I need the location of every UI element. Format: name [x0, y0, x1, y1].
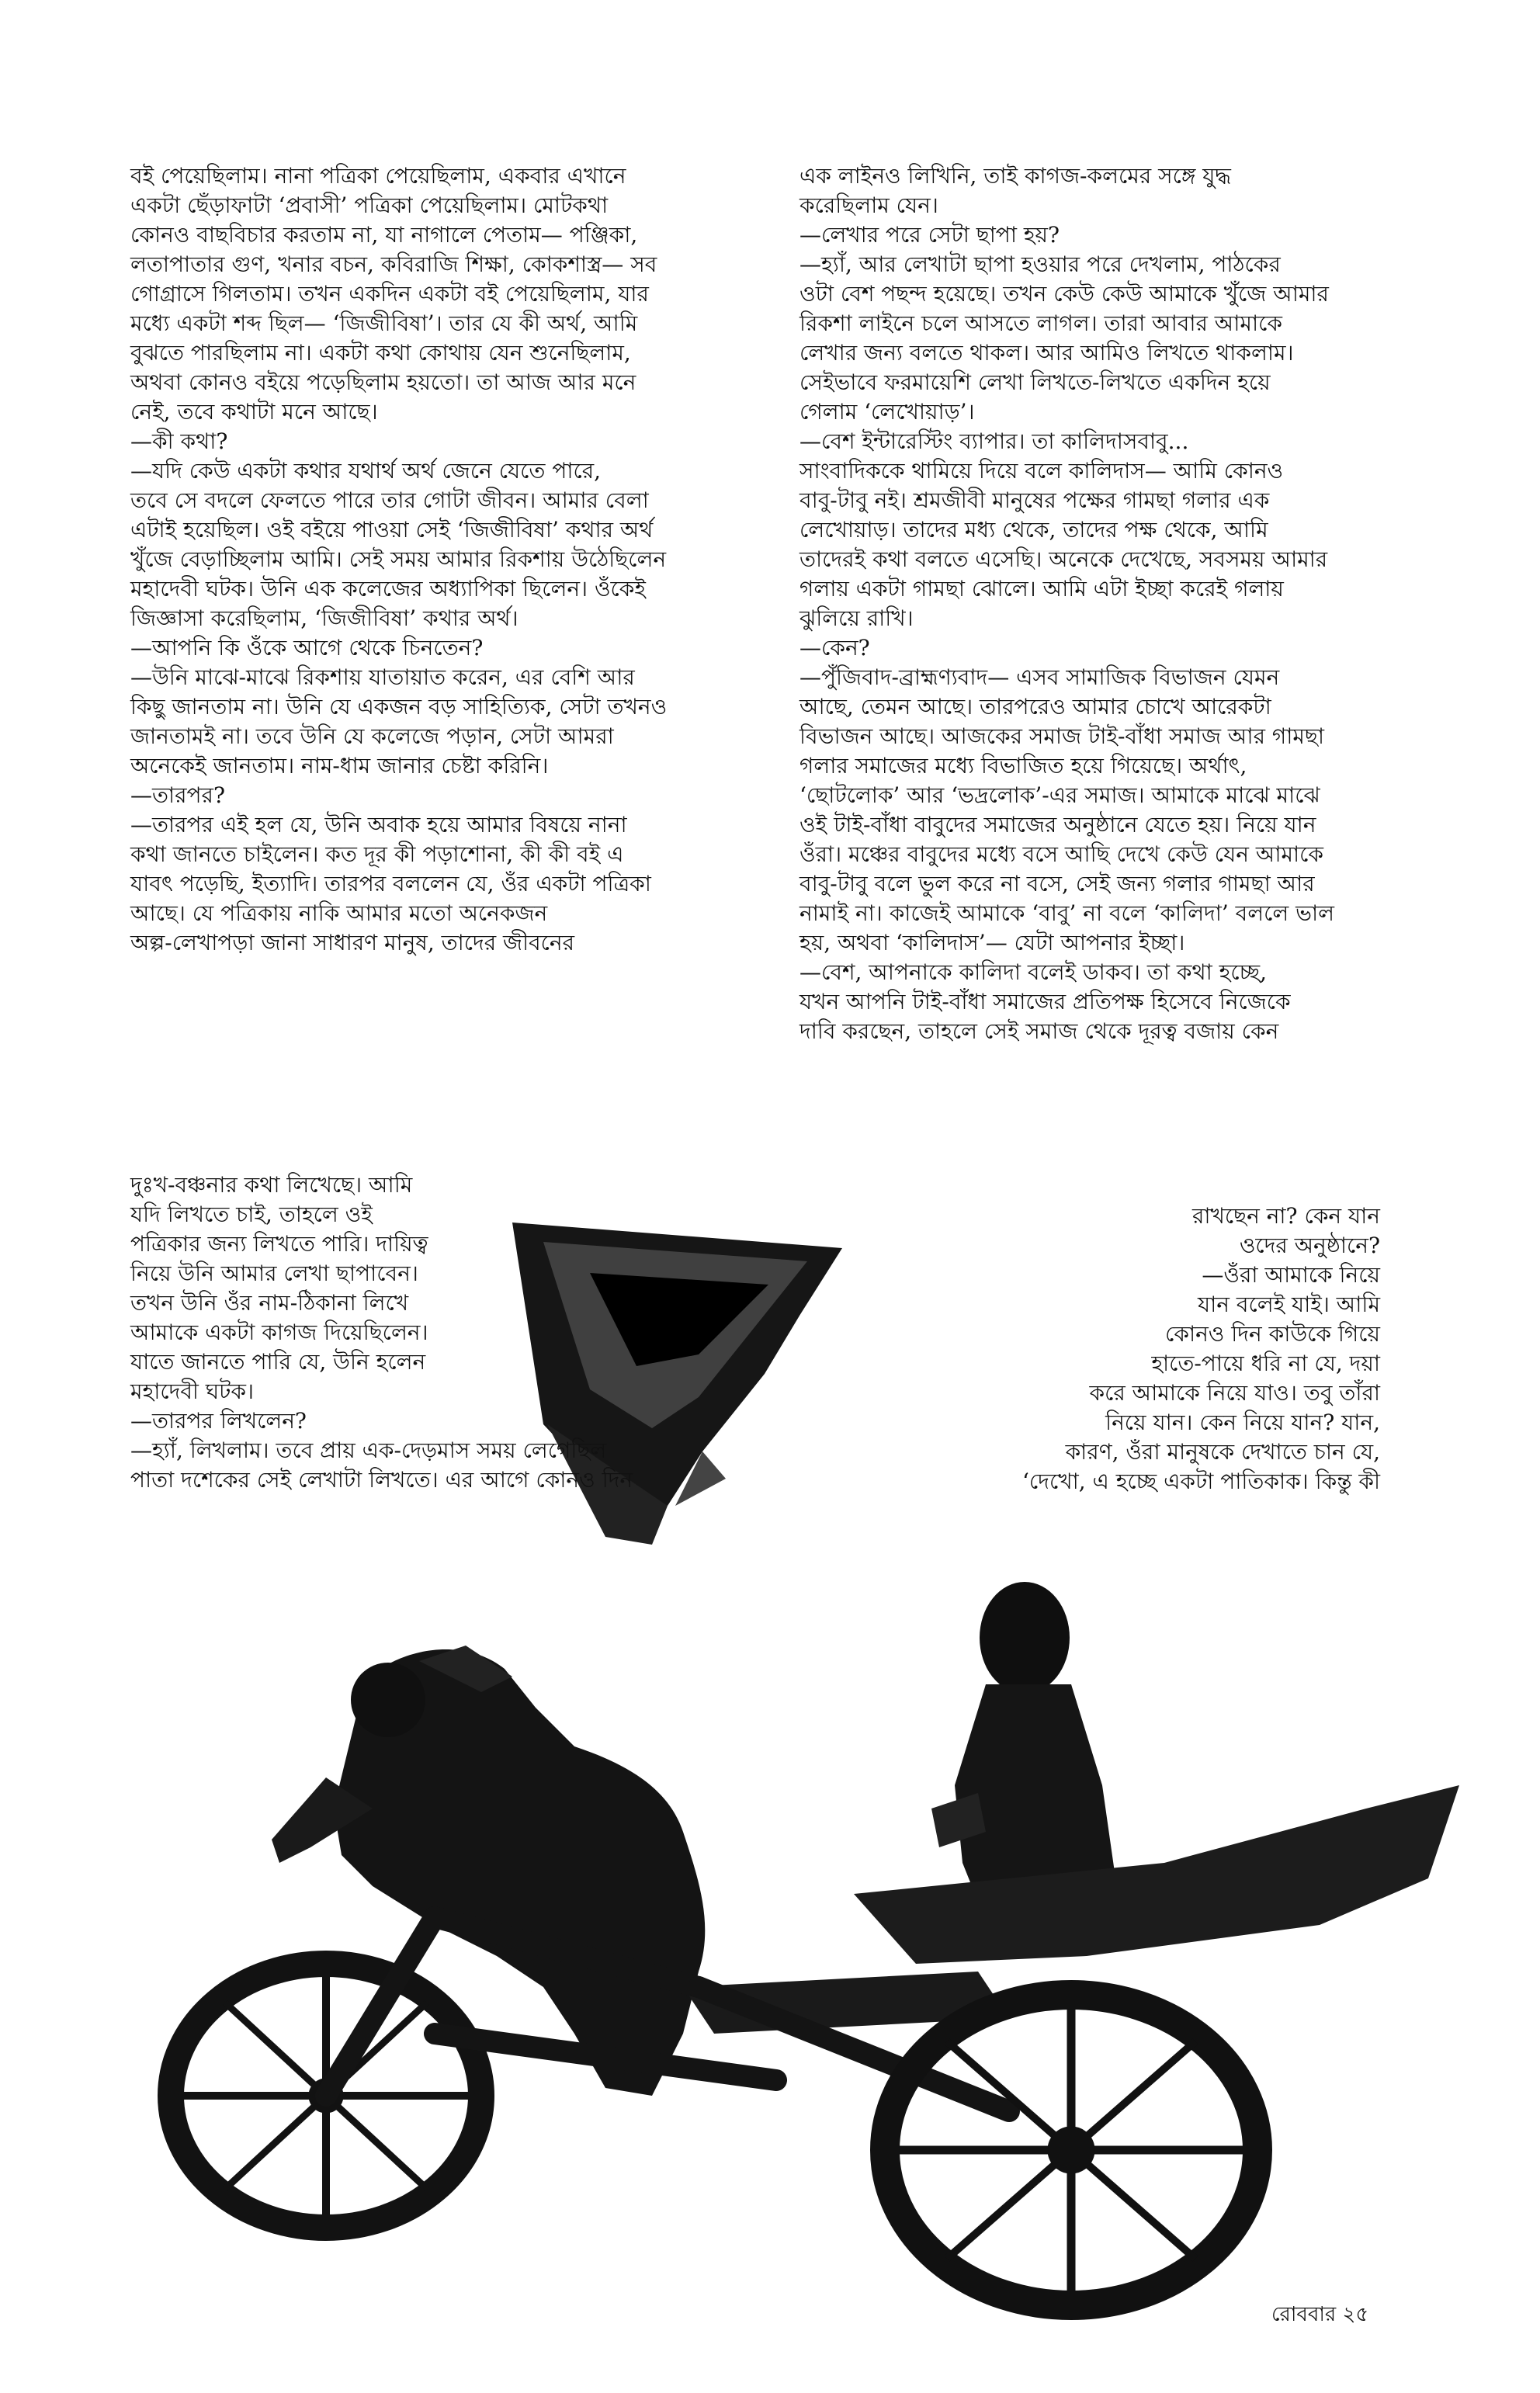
- text-line: ওঁরা। মঞ্চের বাবুদের মধ্যে বসে আছি দেখে কেউ যেন আমাকে: [799, 841, 1323, 867]
- text-line: কিছু জানতাম না। উনি যে একজন বড় সাহিত্যিক, সেটা তখনও: [130, 694, 668, 720]
- text-line: ওই টাই-বাঁধা বাবুদের সমাজের অনুষ্ঠানে যেতে হয়। নিয়ে যান: [799, 812, 1316, 838]
- text-line: এক লাইনও লিখিনি, তাই কাগজ-কলমের সঙ্গে যুদ্ধ: [799, 163, 1231, 189]
- text-line: এটাই হয়েছিল। ওই বইয়ে পাওয়া সেই ‘জিজীবিষা’ কথার অর্থ: [130, 517, 654, 543]
- text-line: আছে, তেমন আছে। তারপরেও আমার চোখে আরেকটা: [799, 694, 1271, 720]
- text-line: সেইভাবে ফরমায়েশি লেখা লিখতে-লিখতে একদিন হয়ে: [799, 369, 1271, 395]
- text-line: —ওঁরা আমাকে নিয়ে: [1202, 1262, 1380, 1288]
- text-line: পাতা দশেকের সেই লেখাটা লিখতে। এর আগে কোনও দিন: [130, 1467, 633, 1493]
- text-line: ওটা বেশ পছন্দ হয়েছে। তখন কেউ কেউ আমাকে খুঁজে আমার: [799, 281, 1329, 307]
- text-line: ওদের অনুষ্ঠানে?: [1239, 1233, 1380, 1258]
- text-line: —তারপর এই হল যে, উনি অবাক হয়ে আমার বিষয়ে নানা: [130, 812, 627, 838]
- text-line: ঝুলিয়ে রাখি।: [799, 605, 914, 631]
- text-line: নিয়ে যান। কেন নিয়ে যান? যান,: [1105, 1410, 1380, 1435]
- text-line: কোনও বাছবিচার করতাম না, যা নাগালে পেতাম— পঞ্জিকা,: [130, 222, 638, 248]
- text-line: দাবি করছেন, তাহলে সেই সমাজ থেকে দূরত্ব বজায় কেন: [799, 1018, 1279, 1044]
- text-line: —বেশ ইন্টারেস্টিং ব্যাপার। তা কালিদাসবাবু...: [799, 428, 1189, 454]
- text-line: লতাপাতার গুণ, খনার বচন, কবিরাজি শিক্ষা, কোকশাস্ত্র— সব: [130, 251, 657, 277]
- text-line: —বেশ, আপনাকে কালিদা বলেই ডাকব। তা কথা হচ্ছে,: [799, 959, 1267, 985]
- text-line: একটা ছেঁড়াফাটা ‘প্রবাসী’ পত্রিকা পেয়েছিলাম। মোটকথা: [130, 192, 609, 218]
- text-line: অল্প-লেখাপড়া জানা সাধারণ মানুষ, তাদের জীবনের: [130, 930, 575, 955]
- text-line: লেখোয়াড়। তাদের মধ্য থেকে, তাদের পক্ষ থেকে, আমি: [799, 517, 1268, 543]
- text-line: যান বলেই যাই। আমি: [1198, 1292, 1380, 1317]
- text-line: হয়, অথবা ‘কালিদাস’— যেটা আপনার ইচ্ছা।: [799, 930, 1185, 955]
- text-line: করে আমাকে নিয়ে যাও। তবু তাঁরা: [1089, 1380, 1380, 1406]
- text-line: গোগ্রাসে গিলতাম। তখন একদিন একটা বই পেয়েছিলাম, যার: [130, 281, 649, 307]
- text-line: —লেখার পরে সেটা ছাপা হয়?: [799, 222, 1060, 248]
- text-line: অনেকেই জানতাম। নাম-ধাম জানার চেষ্টা করিনি।: [130, 753, 549, 779]
- right-column-bottom: [799, 1202, 1380, 1496]
- text-line: মহাদেবী ঘটক। উনি এক কলেজের অধ্যাপিকা ছিলেন। ওঁকেই: [130, 576, 646, 602]
- text-line: —তারপর লিখলেন?: [130, 1408, 307, 1434]
- text-line: রিকশা লাইনে চলে আসতে লাগল। তারা আবার আমাকে: [799, 310, 1282, 336]
- page-footer: রোববার ২৫: [1271, 2303, 1369, 2326]
- text-line: আমাকে একটা কাগজ দিয়েছিলেন।: [130, 1320, 428, 1345]
- text-line: যদি লিখতে চাই, তাহলে ওই: [130, 1202, 373, 1227]
- text-line: কারণ, ওঁরা মানুষকে দেখাতে চান যে,: [1065, 1439, 1380, 1465]
- text-line: খুঁজে বেড়াচ্ছিলাম আমি। সেই সময় আমার রিকশায় উঠেছিলেন: [130, 546, 667, 572]
- text-line: —কেন?: [799, 635, 870, 661]
- text-line: যখন আপনি টাই-বাঁধা সমাজের প্রতিপক্ষ হিসেবে নিজেকে: [799, 989, 1291, 1014]
- left-column-top: [130, 161, 728, 958]
- text-line: গলার সমাজের মধ্যে বিভাজিত হয়ে গিয়েছে। অর্থাৎ,: [799, 753, 1247, 779]
- text-line: তবে সে বদলে ফেলতে পারে তার গোটা জীবন। আমার বেলা: [130, 487, 649, 513]
- text-line: বাবু-টাবু বলে ভুল করে না বসে, সেই জন্য গলার গামছা আর: [799, 871, 1315, 897]
- puller-figure: [272, 1646, 705, 2096]
- text-line: বই পেয়েছিলাম। নানা পত্রিকা পেয়েছিলাম, একবার এখানে: [130, 163, 626, 189]
- text-line: কোনও দিন কাউকে গিয়ে: [1165, 1321, 1380, 1347]
- text-line: জিজ্ঞাসা করেছিলাম, ‘জিজীবিষা’ কথার অর্থ।: [130, 605, 519, 631]
- text-line: —উনি মাঝে-মাঝে রিকশায় যাতায়াত করেন, এর বেশি আর: [130, 664, 635, 690]
- text-line: নিয়ে উনি আমার লেখা ছাপাবেন।: [130, 1261, 418, 1286]
- text-line: বিভাজন আছে। আজকের সমাজ টাই-বাঁধা সমাজ আর গামছা: [799, 723, 1325, 749]
- text-line: —তারপর?: [130, 782, 225, 808]
- text-line: করেছিলাম যেন।: [799, 192, 938, 218]
- text-line: রাখছেন না? কেন যান: [1191, 1203, 1380, 1229]
- text-line: —কী কথা?: [130, 428, 228, 454]
- text-line: ‘ছোটলোক’ আর ‘ভদ্রলোক’-এর সমাজ। আমাকে মাঝে মাঝে: [799, 782, 1320, 808]
- text-line: বুঝতে পারছিলাম না। একটা কথা কোথায় যেন শুনেছিলাম,: [130, 340, 631, 366]
- right-column-top: [799, 161, 1420, 1046]
- text-line: —যদি কেউ একটা কথার যথার্থ অর্থ জেনে যেতে পারে,: [130, 458, 602, 484]
- text-line: যাবৎ পড়েছি, ইত্যাদি। তারপর বললেন যে, ওঁর একটা পত্রিকা: [130, 871, 651, 897]
- text-line: —পুঁজিবাদ-ব্রাহ্মণ্যবাদ— এসব সামাজিক বিভাজন যেমন: [799, 664, 1280, 690]
- text-line: লেখার জন্য বলতে থাকল। আর আমিও লিখতে থাকলাম।: [799, 340, 1294, 366]
- text-line: ‘দেখো, এ হচ্ছে একটা পাতিকাক। কিন্তু কী: [1021, 1469, 1380, 1494]
- text-line: গলায় একটা গামছা ঝোলে। আমি এটা ইচ্ছা করেই গলায়: [799, 576, 1284, 602]
- text-line: —হ্যাঁ, আর লেখাটা ছাপা হওয়ার পরে দেখলাম, পাঠকের: [799, 251, 1281, 277]
- text-line: —আপনি কি ওঁকে আগে থেকে চিনতেন?: [130, 635, 484, 661]
- text-line: —হ্যাঁ, লিখলাম। তবে প্রায় এক-দেড়মাস সময় লেগেছিল: [130, 1438, 607, 1463]
- rear-wheel: [885, 1995, 1257, 2305]
- text-line: দুঃখ-বঞ্চনার কথা লিখেছে। আমি: [130, 1172, 413, 1198]
- left-column-bottom: [130, 1170, 728, 1495]
- text-line: বাবু-টাবু নই। শ্রমজীবী মানুষের পক্ষের গামছা গলার এক: [799, 487, 1270, 513]
- text-line: গেলাম ‘লেখোয়াড়’।: [799, 399, 975, 425]
- text-line: সাংবাদিককে থামিয়ে দিয়ে বলে কালিদাস— আমি কোনও: [799, 458, 1284, 484]
- text-line: অথবা কোনও বইয়ে পড়েছিলাম হয়তো। তা আজ আর মনে: [130, 369, 636, 395]
- text-line: আছে। যে পত্রিকায় নাকি আমার মতো অনেকজন: [130, 900, 548, 926]
- text-line: মহাদেবী ঘটক।: [130, 1379, 254, 1404]
- text-line: তখন উনি ওঁর নাম-ঠিকানা লিখে: [130, 1290, 409, 1316]
- text-line: জানতামই না। তবে উনি যে কলেজে পড়ান, সেটা আমরা: [130, 723, 614, 749]
- text-line: পত্রিকার জন্য লিখতে পারি। দায়িত্ব: [130, 1231, 428, 1257]
- text-line: নেই, তবে কথাটা মনে আছে।: [130, 399, 378, 425]
- text-line: কথা জানতে চাইলেন। কত দূর কী পড়াশোনা, কী কী বই এ: [130, 841, 624, 867]
- text-line: যাতে জানতে পারি যে, উনি হলেন: [130, 1349, 426, 1375]
- text-line: মধ্যে একটা শব্দ ছিল— ‘জিজীবিষা’। তার যে কী অর্থ, আমি: [130, 310, 638, 336]
- text-line: হাতে-পায়ে ধরি না যে, দয়া: [1151, 1351, 1380, 1376]
- text-line: তাদেরই কথা বলতে এসেছি। অনেকে দেখেছে, সবসময় আমার: [799, 546, 1328, 572]
- text-line: নামাই না। কাজেই আমাকে ‘বাবু’ না বলে ‘কালিদা’ বললে ভাল: [799, 900, 1334, 926]
